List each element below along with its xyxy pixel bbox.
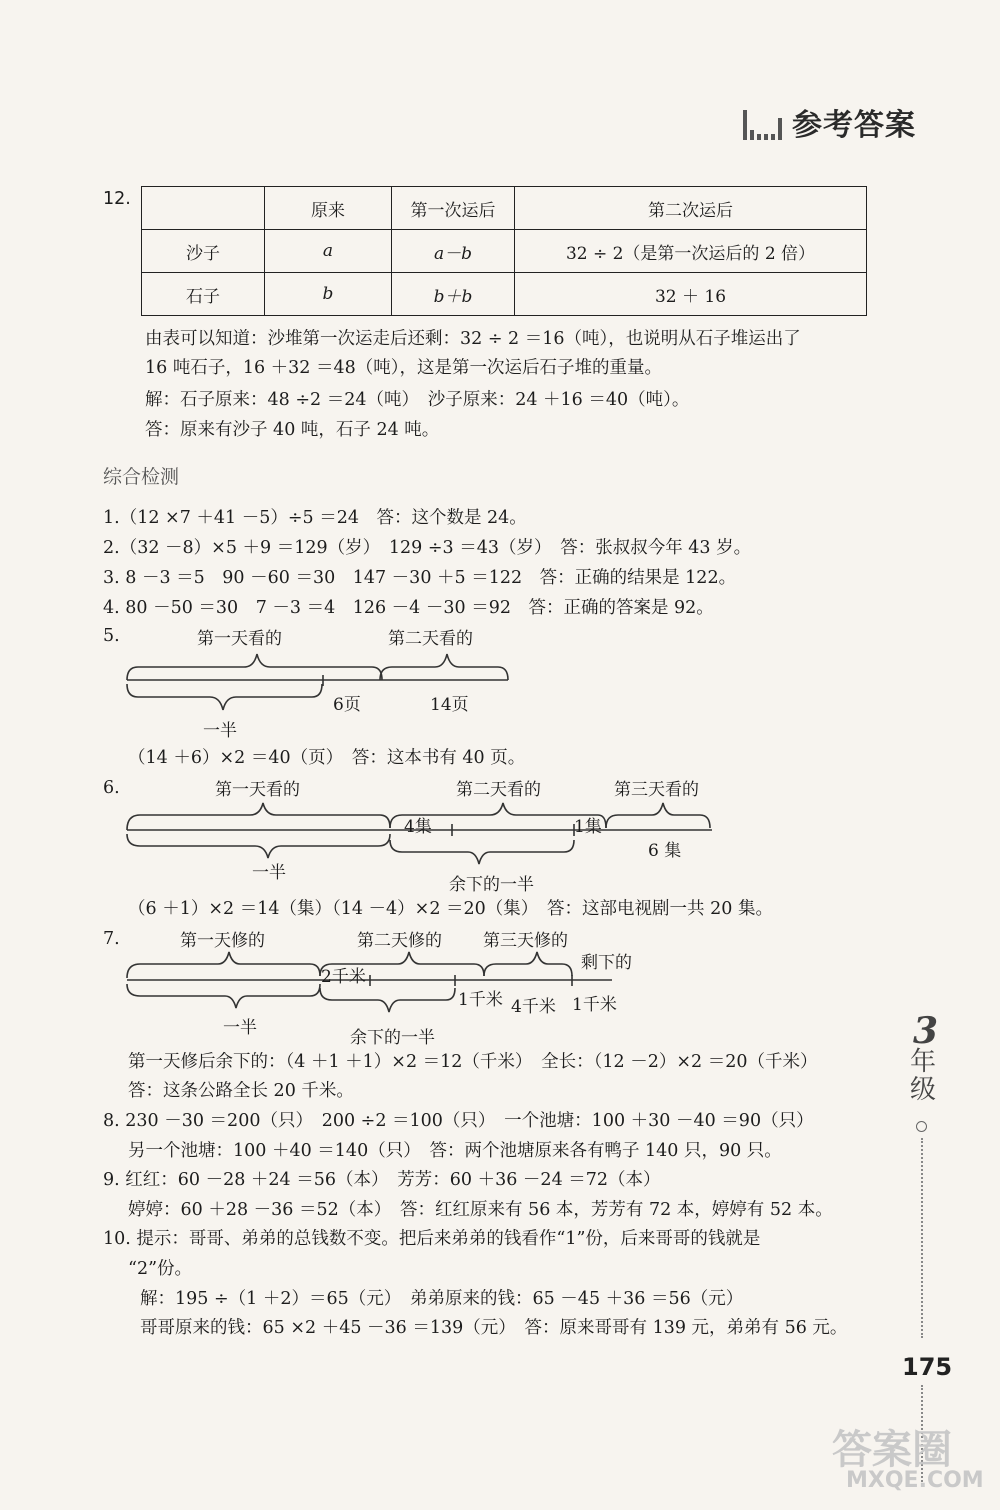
answer-line: 婷婷：60 ＋28 －36 ＝52（本） 答：红红原来有 56 本，芳芳有 72 本，婷婷有 52 本。 (128, 1200, 833, 1220)
brace-day1-top (127, 952, 320, 978)
table-cell: a (265, 230, 392, 273)
answer-line: （14 ＋6）×2 ＝40（页） 答：这本书有 40 页。 (128, 748, 526, 768)
answer-line: 答：这条公路全长 20 千米。 (128, 1081, 354, 1101)
q12-line: 由表可以知道：沙堆第一次运走后还剩：32 ÷ 2 ＝16（吨），也说明从石子堆运出了 (145, 329, 801, 349)
table-cell: 石子 (142, 273, 265, 316)
brace-rest-bottom (320, 988, 455, 1012)
label-half: 一半 (252, 863, 286, 883)
answer-line: “2”份。 (128, 1259, 193, 1279)
label-4-episodes: 4集 (404, 817, 432, 837)
q7-number: 7. (103, 929, 120, 949)
header-title: 参考答案 (792, 108, 916, 143)
brace-day2-top (380, 654, 508, 680)
table-cell: 沙子 (142, 230, 265, 273)
label-1km: 1千米 (458, 990, 503, 1010)
table-cell: b＋b (392, 273, 515, 316)
answer-line: 解：195 ÷（1 ＋2）＝65（元） 弟弟原来的钱：65 －45 ＋36 ＝56（元） (140, 1289, 744, 1309)
q6-number: 6. (103, 778, 120, 798)
label-rest-half: 余下的一半 (350, 1028, 435, 1048)
ring-icon (916, 1121, 927, 1132)
label-day3: 第三天修的 (483, 931, 568, 951)
answer-line: 2.（32 －8）×5 ＋9 ＝129（岁） 129 ÷3 ＝43（岁） 答：张叔叔今年 43 岁。 (103, 538, 752, 558)
table-cell: b (265, 273, 392, 316)
label-day1: 第一天修的 (180, 931, 265, 951)
label-rest-half: 余下的一半 (449, 875, 534, 895)
q12-line: 答：原来有沙子 40 吨，石子 24 吨。 (145, 420, 440, 440)
brace-day1-top (127, 803, 390, 830)
dotted-divider (921, 1138, 923, 1338)
brace-half-bottom (127, 984, 320, 1008)
answer-line: 4. 80 －50 ＝30 7 －3 ＝4 126 －4 －30 ＝92 答：正确的答案是 92。 (103, 598, 714, 618)
answer-line: 1.（12 ×7 ＋41 －5）÷5 ＝24 答：这个数是 24。 (103, 508, 527, 528)
label-2km: 2千米 (321, 967, 366, 987)
q5-number: 5. (103, 626, 120, 646)
answer-line: 3. 8 －3 ＝5 90 －60 ＝30 147 －30 ＋5 ＝122 答：正确的结果是 122。 (103, 568, 737, 588)
label-day3: 第三天看的 (614, 780, 699, 800)
label-day2: 第二天修的 (357, 931, 442, 951)
table-cell: a－b (392, 230, 515, 273)
label-day2: 第二天看的 (388, 629, 473, 649)
answer-line: 哥哥原来的钱：65 ×2 ＋45 －36 ＝139（元） 答：原来哥哥有 139 元，弟弟有 56 元。 (140, 1318, 848, 1338)
label-day1: 第一天看的 (215, 780, 300, 800)
label-half: 一半 (203, 721, 237, 741)
q12-line: 解：石子原来：48 ÷2 ＝24（吨） 沙子原来：24 ＋16 ＝40（吨）。 (145, 390, 690, 410)
answer-line: 第一天修后余下的：（4 ＋1 ＋1）×2 ＝12（千米） 全长：（12 －2）×2 ＝20（千米） (128, 1052, 818, 1072)
table-cell: 32 ＋ 16 (515, 273, 867, 316)
grade-char: 级 (910, 1075, 937, 1105)
watermark-logo: 答案圈 (832, 1427, 952, 1473)
brace-rest-bottom (390, 840, 574, 864)
label-1km: 1千米 (572, 995, 617, 1015)
label-half: 一半 (223, 1018, 257, 1038)
label-day2: 第二天看的 (456, 780, 541, 800)
label-14-pages: 14页 (430, 695, 469, 715)
q12-line: 16 吨石子，16 ＋32 ＝48（吨），这是第一次运后石子堆的重量。 (145, 358, 663, 378)
watermark-url: MXQE.COM (846, 1468, 984, 1493)
label-1-episode: 1集 (574, 817, 602, 837)
answer-line: 8. 230 －30 ＝200（只） 200 ÷2 ＝100（只） 一个池塘：100 ＋30 －40 ＝90（只） (103, 1111, 814, 1131)
grade-number: 3 (913, 1010, 939, 1052)
grade-char: 年 (910, 1047, 937, 1077)
label-6-pages: 6页 (333, 695, 361, 715)
table-cell: 原来 (265, 187, 392, 230)
table-cell: 第二次运后 (515, 187, 867, 230)
page-number: 175 (902, 1353, 953, 1381)
table-cell: 32 ÷ 2（是第一次运后的 2 倍） (515, 230, 867, 273)
label-6-episodes: 6 集 (648, 841, 682, 861)
brace-day3-top (606, 803, 710, 828)
brace-day3-top (484, 952, 572, 976)
label-remaining: 剩下的 (581, 953, 632, 973)
label-day1: 第一天看的 (197, 629, 282, 649)
grade-label (910, 1048, 936, 1104)
answer-line: 9. 红红：60 －28 ＋24 ＝56（本） 芳芳：60 ＋36 －24 ＝72（本） (103, 1170, 661, 1190)
answer-line: （6 ＋1）×2 ＝14（集）（14 －4）×2 ＝20（集） 答：这部电视剧一共 20 集。 (128, 899, 773, 919)
brace-day1-top (127, 654, 382, 680)
brace-half-bottom (127, 834, 390, 858)
answer-line: 另一个池塘：100 ＋40 ＝140（只） 答：两个池塘原来各有鸭子 140 只，90 只。 (128, 1141, 782, 1161)
table-cell: 第一次运后 (392, 187, 515, 230)
brace-half-bottom (127, 684, 322, 710)
section-title: 综合检测 (103, 466, 180, 488)
label-4km: 4千米 (511, 997, 556, 1017)
q12-number: 12. (103, 189, 131, 209)
answer-line: 10. 提示：哥哥、弟弟的总钱数不变。把后来弟弟的钱看作“1”份，后来哥哥的钱就是 (103, 1229, 761, 1249)
